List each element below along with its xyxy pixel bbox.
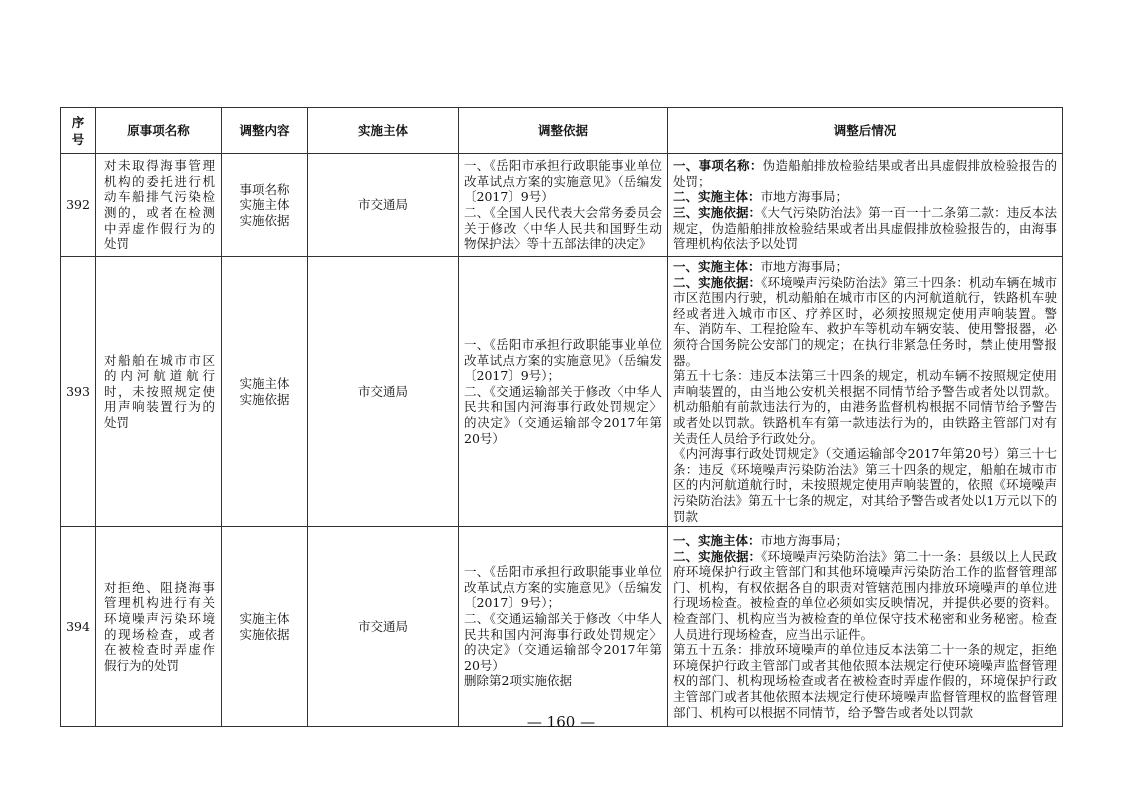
- result-label: 一、实施主体：: [673, 259, 761, 274]
- implementing-body: 市交通局: [308, 154, 459, 257]
- basis-item: 一、《岳阳市承担行政职能事业单位改革试点方案的实施意见》（岳编发〔2017〕9号）；: [464, 336, 662, 384]
- content-item: 实施依据: [239, 212, 290, 228]
- result-label: 二、实施依据：: [673, 548, 762, 564]
- result-paragraph: [673, 368, 1057, 446]
- adjusted-result: [668, 527, 1063, 727]
- result-text: 《环境噪声污染防治法》第二十一条：县级以上人民政府环境保护行政主管部门和其他环境噪声污染防治工作的监督管理部门、机构，有权依据各自的职责对管辖范围内排放环境噪声的单位进行现场检查。被检查的单位必须如实反映情况，并提供必要的资料。检查部门、机构应当为被检查的单位保守技术秘密和业务秘密。检查人员进行现场检查，应当出示证件。: [673, 548, 1057, 642]
- content-item: 实施主体: [239, 375, 290, 391]
- result-label: 二、实施依据：: [673, 274, 762, 290]
- table-row: [61, 154, 1063, 257]
- result-text: 市地方海事局；: [760, 189, 849, 205]
- content-item: 实施主体: [239, 197, 290, 213]
- result-text: 伪造船舶排放检验结果或者出具虚假排放检验报告的处罚；: [673, 158, 1057, 189]
- adjustment-content: [222, 154, 308, 257]
- result-text: 市地方海事局；: [760, 533, 849, 549]
- basis-item: 删除第2项实施依据: [464, 673, 572, 689]
- row-number: 393: [61, 257, 96, 527]
- original-item-name: 对拒绝、阻挠海事管理机构进行有关环境噪声污染环境的现场检查，或者在被检查时弄虚作假行为的处罚: [96, 527, 222, 727]
- header-content: 调整内容: [222, 108, 308, 154]
- basis-item: 一、《岳阳市承担行政职能事业单位改革试点方案的实施意见》（岳编发〔2017〕9号）；: [464, 564, 662, 611]
- header-name: 原事项名称: [96, 108, 222, 154]
- result-label: 一、实施主体：: [673, 533, 761, 549]
- result-label: 一、事项名称：: [673, 158, 763, 174]
- content-item: 实施依据: [239, 391, 290, 407]
- table-row: [61, 257, 1063, 527]
- basis-item: 二、《全国人民代表大会常务委员会关于修改〈中华人民共和国野生动物保护法〉等十五部法律的决定》: [464, 205, 662, 252]
- header-no: 序号: [61, 108, 96, 154]
- adjustment-basis: [459, 154, 668, 257]
- row-number: 392: [61, 154, 96, 257]
- implementing-body: 市交通局: [308, 527, 459, 727]
- result-paragraph: [673, 205, 1057, 252]
- header-basis: 调整依据: [459, 108, 668, 154]
- result-text: 第五十七条：违反本法第三十四条的规定，机动车辆不按照规定使用声响装置的，由当地公安机关根据不同情节给予警告或者处以罚款。机动船舶有前款违法行为的，由港务监督机构根据不同情节给予警告或者处以罚款。铁路机车有第一款违法行为的，由铁路主管部门对有关责任人员给予行政处分。: [673, 368, 1057, 446]
- result-label: 三、实施依据：: [673, 205, 762, 220]
- result-text: 市地方海事局；: [760, 259, 849, 274]
- result-text: 《大气污染防治法》第一百一十二条第二款：违反本法规定，伪造船舶排放检验结果或者出具虚假排放检验报告的，由海事管理机构依法予以处罚: [673, 205, 1057, 252]
- result-text: 第五十五条：排放环境噪声的单位违反本法第二十一条的规定，拒绝环境保护行政主管部门或者其他依照本法规定行使环境噪声监督管理权的部门、机构现场检查或者在被检查时弄虚作假的，环境保护行政主管部门或者其他依照本法规定行使环境噪声监督管理权的监督管理部门、机构可以根据不同情节，给予警告或者处以罚款: [673, 642, 1057, 720]
- result-paragraph: [673, 158, 1057, 189]
- table-row: [61, 527, 1063, 727]
- content-item: 实施主体: [239, 611, 290, 626]
- content-item: 事项名称: [239, 181, 290, 197]
- adjustment-content: [222, 257, 308, 527]
- result-paragraph: [673, 549, 1057, 643]
- page-number: — 160 —: [526, 713, 596, 731]
- adjusted-result: [668, 154, 1063, 257]
- result-paragraph: [673, 259, 1057, 275]
- adjustment-basis: [459, 527, 668, 727]
- row-number: 394: [61, 527, 96, 727]
- result-paragraph: [673, 642, 1057, 720]
- header-result: 调整后情况: [668, 108, 1063, 154]
- header-subject: 实施主体: [308, 108, 459, 154]
- table-header-row: [61, 108, 1063, 154]
- result-paragraph: [673, 189, 1057, 205]
- adjustment-table: [60, 107, 1063, 727]
- result-paragraph: [673, 533, 1057, 549]
- result-text: 《内河海事行政处罚规定》（交通运输部令2017年第20号）第三十七条：违反《环境噪声污染防治法》第三十四条的规定，船舶在城市市区的内河航道航行时，未按照规定使用声响装置的，依照《环境噪声污染防治法》第五十七条的规定，对其给予警告或者处以1万元以下的罚款: [673, 446, 1057, 524]
- basis-item: 二、《交通运输部关于修改〈中华人民共和国内河海事行政处罚规定〉的决定》（交通运输部令2017年第20号）: [464, 383, 662, 446]
- content-item: 实施依据: [239, 626, 290, 642]
- implementing-body: 市交通局: [308, 257, 459, 527]
- result-paragraph: [673, 275, 1057, 369]
- result-paragraph: [673, 446, 1057, 524]
- result-label: 二、实施主体：: [673, 189, 761, 205]
- basis-item: 一、《岳阳市承担行政职能事业单位改革试点方案的实施意见》（岳编发〔2017〕9号）: [464, 158, 662, 205]
- basis-item: 二、《交通运输部关于修改〈中华人民共和国内河海事行政处罚规定〉的决定》（交通运输部令2017年第20号）: [464, 611, 662, 673]
- adjustment-basis: [459, 257, 668, 527]
- result-text: 《环境噪声污染防治法》第三十四条：机动车辆在城市市区范围内行驶，机动船舶在城市市区的内河航道航行，铁路机车驶经或者进入城市市区、疗养区时，必须按照规定使用声响装置。警车、消防车、工程抢险车、救护车等机动车辆安装、使用警报器，必须符合国务院公安部门的规定；在执行非紧急任务时，禁止使用警报器。: [673, 274, 1057, 368]
- adjusted-result: [668, 257, 1063, 527]
- original-item-name: 对未取得海事管理机构的委托进行机动车船排气污染检测的，或者在检测中弄虚作假行为的处罚: [96, 154, 222, 257]
- original-item-name: 对船舶在城市市区的内河航道航行时，未按照规定使用声响装置行为的处罚: [96, 257, 222, 527]
- adjustment-content: [222, 527, 308, 727]
